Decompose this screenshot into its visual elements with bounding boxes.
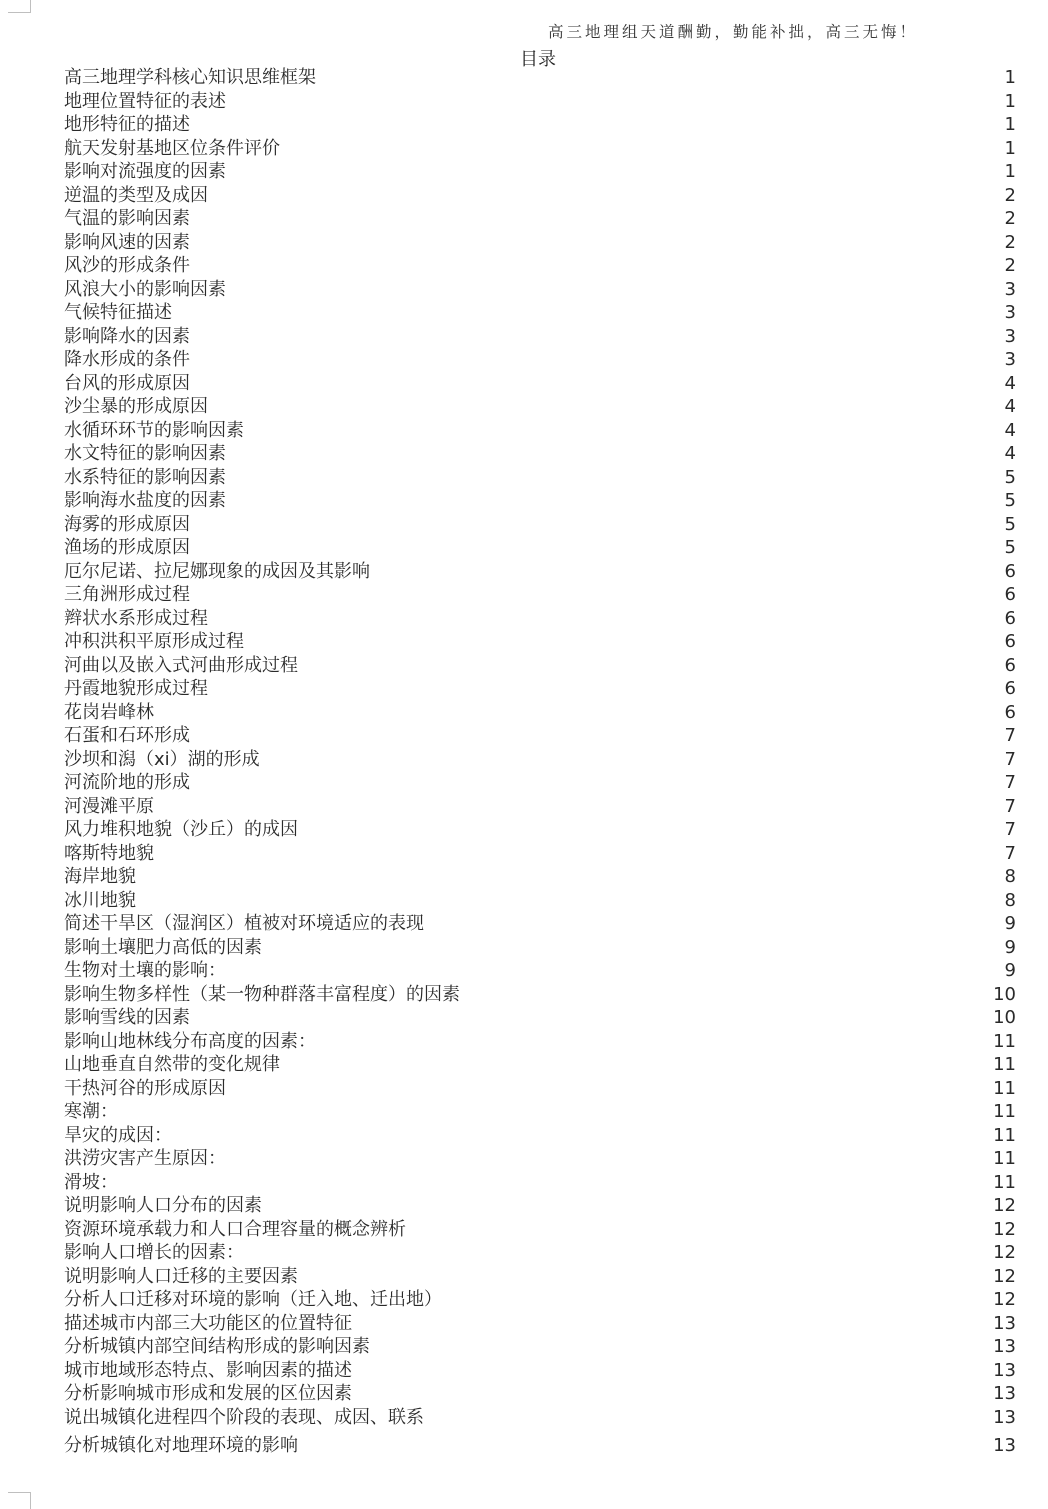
toc-entry[interactable] (64, 372, 1016, 396)
toc-entry-text: 影响生物多样性（某一物种群落丰富程度）的因素 (64, 983, 460, 1005)
toc-entry-page-number: 6 (1004, 678, 1016, 699)
toc-entry-page-number: 3 (1004, 349, 1016, 370)
toc-entry[interactable] (64, 1359, 1016, 1383)
toc-entry[interactable] (64, 560, 1016, 584)
toc-entry-page-number: 13 (993, 1312, 1016, 1334)
toc-entry-text: 沙坝和潟（xi）湖的形成 (64, 748, 260, 770)
toc-entry-text: 花岗岩峰林 (64, 701, 154, 723)
toc-entry-page-number: 7 (1004, 748, 1016, 770)
toc-entry-text: 说出城镇化进程四个阶段的表现、成因、联系 (64, 1406, 424, 1428)
toc-entry-text: 地理位置特征的表述 (64, 90, 226, 112)
toc-entry[interactable] (64, 348, 1016, 372)
toc-entry[interactable] (64, 1265, 1016, 1289)
toc-entry-text: 台风的形成原因 (64, 372, 190, 394)
table-of-contents (64, 66, 1016, 1458)
toc-entry-page-number: 8 (1004, 889, 1016, 911)
toc-entry-text: 生物对土壤的影响： (64, 960, 226, 981)
toc-entry[interactable] (64, 395, 1016, 419)
toc-entry[interactable] (64, 1434, 1016, 1458)
toc-entry-text: 风沙的形成条件 (64, 255, 190, 276)
toc-entry[interactable] (64, 677, 1016, 701)
toc-entry[interactable] (64, 90, 1016, 114)
toc-entry-page-number: 9 (1004, 913, 1016, 934)
toc-entry-text: 山地垂直自然带的变化规律 (64, 1054, 280, 1075)
toc-entry[interactable] (64, 842, 1016, 866)
toc-entry-text: 石蛋和石环形成 (64, 725, 190, 746)
toc-entry[interactable] (64, 419, 1016, 443)
toc-entry-text: 地形特征的描述 (64, 114, 190, 135)
toc-entry-page-number: 11 (993, 1101, 1016, 1122)
toc-entry-text: 航天发射基地区位条件评价 (64, 137, 280, 159)
toc-entry-page-number: 11 (993, 1030, 1016, 1052)
toc-entry[interactable] (64, 1006, 1016, 1030)
toc-entry-page-number: 12 (993, 1289, 1016, 1310)
toc-entry-text: 渔场的形成原因 (64, 537, 190, 558)
toc-entry-page-number: 1 (1004, 161, 1016, 182)
toc-entry-text: 风浪大小的影响因素 (64, 278, 226, 300)
toc-entry[interactable] (64, 1053, 1016, 1077)
toc-entry-page-number: 3 (1004, 278, 1016, 300)
toc-entry[interactable] (64, 912, 1016, 936)
toc-entry[interactable] (64, 724, 1016, 748)
toc-entry-page-number: 5 (1004, 466, 1016, 488)
toc-entry-page-number: 7 (1004, 725, 1016, 746)
toc-entry[interactable] (64, 795, 1016, 819)
toc-entry-text: 分析人口迁移对环境的影响（迁入地、迁出地） (64, 1289, 442, 1310)
toc-entry[interactable] (64, 1030, 1016, 1054)
toc-entry-page-number: 4 (1004, 372, 1016, 394)
toc-entry-page-number: 13 (993, 1336, 1016, 1357)
toc-entry-text: 影响降水的因素 (64, 325, 190, 347)
toc-entry[interactable] (64, 865, 1016, 889)
toc-entry[interactable] (64, 301, 1016, 325)
toc-entry-page-number: 7 (1004, 842, 1016, 864)
toc-entry-page-number: 3 (1004, 302, 1016, 323)
toc-entry[interactable] (64, 936, 1016, 960)
toc-entry[interactable] (64, 959, 1016, 983)
toc-entry-text: 降水形成的条件 (64, 349, 190, 370)
toc-entry-text: 旱灾的成因： (64, 1124, 172, 1146)
toc-entry[interactable] (64, 1335, 1016, 1359)
toc-entry[interactable] (64, 137, 1016, 161)
toc-entry-text: 影响雪线的因素 (64, 1007, 190, 1028)
toc-entry-page-number: 6 (1004, 701, 1016, 723)
toc-entry-text: 河流阶地的形成 (64, 772, 190, 793)
toc-entry-page-number: 13 (993, 1435, 1016, 1456)
toc-entry[interactable] (64, 207, 1016, 231)
toc-entry[interactable] (64, 1288, 1016, 1312)
toc-entry-text: 河曲以及嵌入式河曲形成过程 (64, 654, 298, 676)
toc-entry-page-number: 7 (1004, 772, 1016, 793)
toc-entry-text: 城市地域形态特点、影响因素的描述 (64, 1359, 352, 1381)
toc-entry-text: 寒潮： (64, 1101, 118, 1122)
toc-entry-text: 影响土壤肥力高低的因素 (64, 936, 262, 958)
toc-entry-page-number: 6 (1004, 607, 1016, 629)
toc-entry-text: 海岸地貌 (64, 866, 136, 887)
toc-entry-page-number: 2 (1004, 184, 1016, 206)
toc-entry-page-number: 6 (1004, 631, 1016, 652)
toc-entry-page-number: 4 (1004, 419, 1016, 441)
toc-entry-page-number: 5 (1004, 490, 1016, 511)
toc-entry-text: 影响海水盐度的因素 (64, 490, 226, 511)
toc-entry-text: 干热河谷的形成原因 (64, 1077, 226, 1099)
toc-entry-page-number: 1 (1004, 114, 1016, 135)
toc-entry[interactable] (64, 583, 1016, 607)
toc-entry-text: 水系特征的影响因素 (64, 466, 226, 488)
toc-entry-page-number: 12 (993, 1195, 1016, 1216)
toc-entry-text: 丹霞地貌形成过程 (64, 678, 208, 699)
toc-entry-page-number: 6 (1004, 560, 1016, 582)
toc-entry-page-number: 11 (993, 1148, 1016, 1169)
toc-entry-text: 影响风速的因素 (64, 231, 190, 253)
toc-entry[interactable] (64, 536, 1016, 560)
toc-entry-page-number: 12 (993, 1242, 1016, 1263)
toc-entry-text: 逆温的类型及成因 (64, 184, 208, 206)
toc-entry-text: 三角洲形成过程 (64, 584, 190, 605)
toc-entry-text: 滑坡： (64, 1171, 118, 1193)
toc-entry[interactable] (64, 160, 1016, 184)
toc-entry[interactable] (64, 184, 1016, 208)
toc-entry-page-number: 9 (1004, 936, 1016, 958)
toc-entry-page-number: 7 (1004, 795, 1016, 817)
toc-entry-page-number: 4 (1004, 443, 1016, 464)
toc-entry-text: 洪涝灾害产生原因： (64, 1148, 226, 1169)
toc-entry-page-number: 8 (1004, 866, 1016, 887)
toc-entry-text: 风力堆积地貌（沙丘）的成因 (64, 819, 298, 840)
toc-entry[interactable] (64, 701, 1016, 725)
toc-entry-text: 简述干旱区（湿润区）植被对环境适应的表现 (64, 913, 424, 934)
toc-entry-page-number: 10 (993, 1007, 1016, 1028)
toc-entry[interactable] (64, 818, 1016, 842)
toc-entry-text: 水循环环节的影响因素 (64, 419, 244, 441)
toc-entry-page-number: 5 (1004, 513, 1016, 535)
toc-entry[interactable] (64, 513, 1016, 537)
toc-entry[interactable] (64, 1382, 1016, 1406)
toc-entry-text: 冲积洪积平原形成过程 (64, 631, 244, 652)
toc-entry[interactable] (64, 1194, 1016, 1218)
toc-entry-text: 水文特征的影响因素 (64, 443, 226, 464)
page-corner-mark-bottom (8, 1492, 31, 1509)
toc-entry-text: 河漫滩平原 (64, 795, 154, 817)
toc-entry-page-number: 4 (1004, 396, 1016, 417)
toc-entry[interactable] (64, 278, 1016, 302)
toc-entry-text: 分析影响城市形成和发展的区位因素 (64, 1383, 352, 1404)
toc-entry-page-number: 1 (1004, 90, 1016, 112)
toc-entry-text: 高三地理学科核心知识思维框架 (64, 67, 316, 88)
toc-entry[interactable] (64, 66, 1016, 90)
toc-entry-page-number: 13 (993, 1406, 1016, 1428)
toc-entry-text: 分析城镇化对地理环境的影响 (64, 1435, 298, 1456)
toc-entry[interactable] (64, 1077, 1016, 1101)
toc-entry[interactable] (64, 1406, 1016, 1430)
toc-entry-page-number: 11 (993, 1171, 1016, 1193)
toc-entry[interactable] (64, 771, 1016, 795)
toc-entry-page-number: 12 (993, 1218, 1016, 1240)
page-corner-mark-top (8, 0, 31, 13)
toc-entry-text: 冰川地貌 (64, 889, 136, 911)
toc-entry-text: 资源环境承载力和人口合理容量的概念辨析 (64, 1218, 406, 1240)
toc-entry-page-number: 2 (1004, 231, 1016, 253)
toc-entry-page-number: 11 (993, 1054, 1016, 1075)
toc-entry[interactable] (64, 1100, 1016, 1124)
toc-entry[interactable] (64, 254, 1016, 278)
toc-entry[interactable] (64, 889, 1016, 913)
toc-entry[interactable] (64, 466, 1016, 490)
toc-entry-page-number: 2 (1004, 208, 1016, 229)
toc-entry-page-number: 13 (993, 1359, 1016, 1381)
toc-entry[interactable] (64, 1218, 1016, 1242)
toc-entry-page-number: 1 (1004, 67, 1016, 88)
toc-entry[interactable] (64, 231, 1016, 255)
toc-entry-page-number: 1 (1004, 137, 1016, 159)
toc-entry[interactable] (64, 654, 1016, 678)
toc-entry[interactable] (64, 983, 1016, 1007)
toc-entry-page-number: 9 (1004, 960, 1016, 981)
toc-entry[interactable] (64, 442, 1016, 466)
toc-entry-text: 辫状水系形成过程 (64, 607, 208, 629)
toc-entry-text: 说明影响人口分布的因素 (64, 1195, 262, 1216)
toc-entry[interactable] (64, 489, 1016, 513)
toc-entry-text: 分析城镇内部空间结构形成的影响因素 (64, 1336, 370, 1357)
toc-entry-text: 沙尘暴的形成原因 (64, 396, 208, 417)
toc-entry-page-number: 11 (993, 1124, 1016, 1146)
page-header-motto: 高三地理组天道酬勤，勤能补拙，高三无悔！ (548, 23, 919, 41)
toc-entry-page-number: 6 (1004, 654, 1016, 676)
toc-entry-page-number: 7 (1004, 819, 1016, 840)
toc-entry[interactable] (64, 1147, 1016, 1171)
toc-entry[interactable] (64, 113, 1016, 137)
toc-entry[interactable] (64, 630, 1016, 654)
toc-entry-page-number: 3 (1004, 325, 1016, 347)
toc-entry-page-number: 11 (993, 1077, 1016, 1099)
toc-title: 目录 (520, 49, 556, 70)
toc-entry-text: 描述城市内部三大功能区的位置特征 (64, 1312, 352, 1334)
toc-entry-text: 影响人口增长的因素： (64, 1242, 244, 1263)
toc-entry-page-number: 13 (993, 1383, 1016, 1404)
toc-entry[interactable] (64, 1312, 1016, 1336)
toc-entry-page-number: 12 (993, 1265, 1016, 1287)
toc-entry-page-number: 6 (1004, 584, 1016, 605)
toc-entry-text: 厄尔尼诺、拉尼娜现象的成因及其影响 (64, 560, 370, 582)
toc-entry-page-number: 5 (1004, 537, 1016, 558)
toc-entry[interactable] (64, 1171, 1016, 1195)
toc-entry-text: 说明影响人口迁移的主要因素 (64, 1265, 298, 1287)
toc-entry[interactable] (64, 325, 1016, 349)
toc-entry-text: 气温的影响因素 (64, 208, 190, 229)
toc-entry-text: 气候特征描述 (64, 302, 172, 323)
toc-entry-text: 海雾的形成原因 (64, 513, 190, 535)
toc-entry-page-number: 10 (993, 983, 1016, 1005)
toc-entry-page-number: 2 (1004, 255, 1016, 276)
toc-entry[interactable] (64, 748, 1016, 772)
toc-entry-text: 影响对流强度的因素 (64, 161, 226, 182)
toc-entry-text: 影响山地林线分布高度的因素： (64, 1030, 316, 1052)
toc-entry[interactable] (64, 1124, 1016, 1148)
toc-entry[interactable] (64, 1241, 1016, 1265)
toc-entry[interactable] (64, 607, 1016, 631)
toc-entry-text: 喀斯特地貌 (64, 842, 154, 864)
